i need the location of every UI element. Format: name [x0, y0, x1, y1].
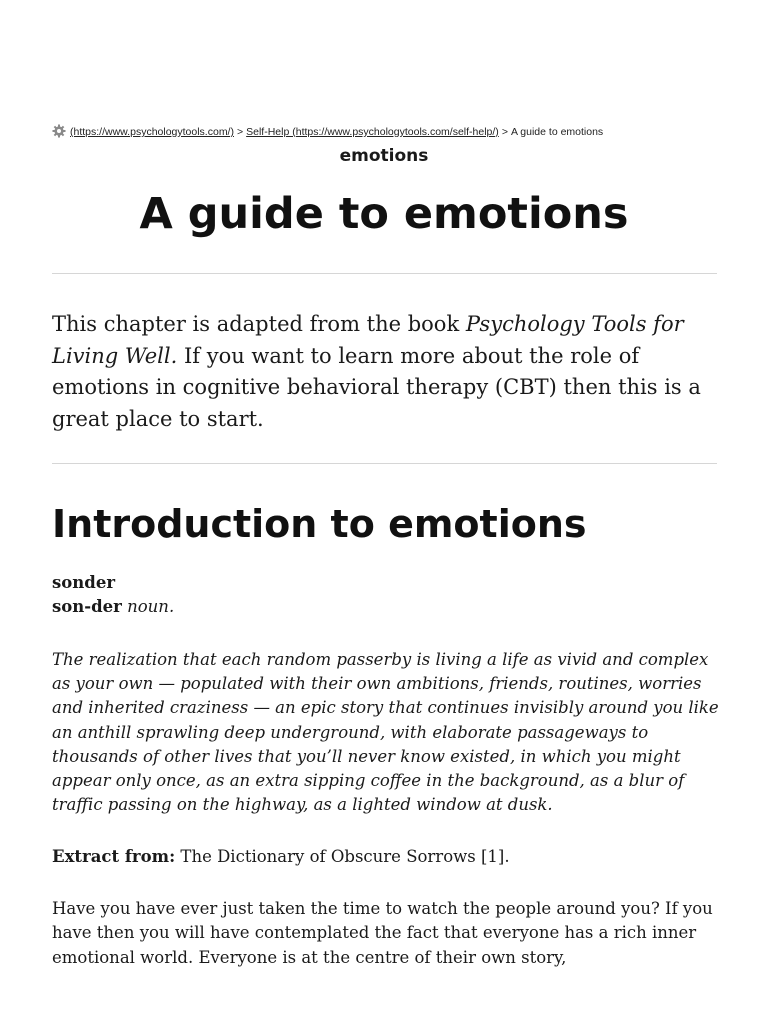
page-title: A guide to emotions — [139, 189, 629, 239]
breadcrumb-selfhelp-link[interactable]: Self-Help (https://www.psychologytools.com/self-help/) — [246, 126, 499, 138]
breadcrumb — [52, 124, 752, 139]
breadcrumb-current: A guide to emotions — [510, 126, 604, 138]
breadcrumb-separator: > — [501, 126, 508, 138]
extract-label: Extract from: — [52, 847, 176, 866]
section-heading: Introduction to emotions — [52, 502, 587, 546]
extract-source — [52, 845, 510, 869]
intro-text-end: If you want to learn more about the role of emotions in cognitive behavioral therapy (CBT) then this is a great place to start. — [52, 343, 701, 431]
breadcrumb-home-link[interactable]: (https://www.psychologytools.com/) — [70, 126, 234, 138]
dictionary-word: sonder — [52, 573, 116, 592]
extract-source-text: The Dictionary of Obscure Sorrows [1]. — [175, 847, 510, 866]
body-paragraph: Have you have ever just taken the time to watch the people around you? If you have then you will have contemplated the fact that everyone has a rich inner emotional world. Everyone is at the centre of their own story, — [52, 899, 713, 967]
breadcrumb-separator: > — [236, 126, 244, 138]
divider — [52, 273, 717, 274]
gear-icon[interactable] — [52, 124, 66, 138]
intro-paragraph — [52, 309, 722, 435]
definition-quote: The realization that each random passerby is living a life as vivid and complex as your own — populated with their own ambitions, friends, routines, worries and inherited craziness — an epic story that continues invisibly around you like an anthill sprawling deep underground, with elaborate passageways to thousands of other lives that you’ll never know existed, in which you might appear only once, as an extra sipping coffee in the background, as a blur of traffic passing on the highway, as a lighted window at dusk. — [52, 650, 719, 815]
dictionary-pronunciation: son-der — [52, 597, 122, 616]
book-title: Psychology Tools for Living Well. — [52, 312, 684, 368]
section-label: emotions — [339, 146, 429, 166]
dictionary-entry — [52, 571, 174, 619]
divider — [52, 463, 717, 464]
intro-text-start: This chapter is adapted from the book — [52, 312, 466, 336]
dictionary-part-of-speech: noun. — [127, 597, 175, 616]
